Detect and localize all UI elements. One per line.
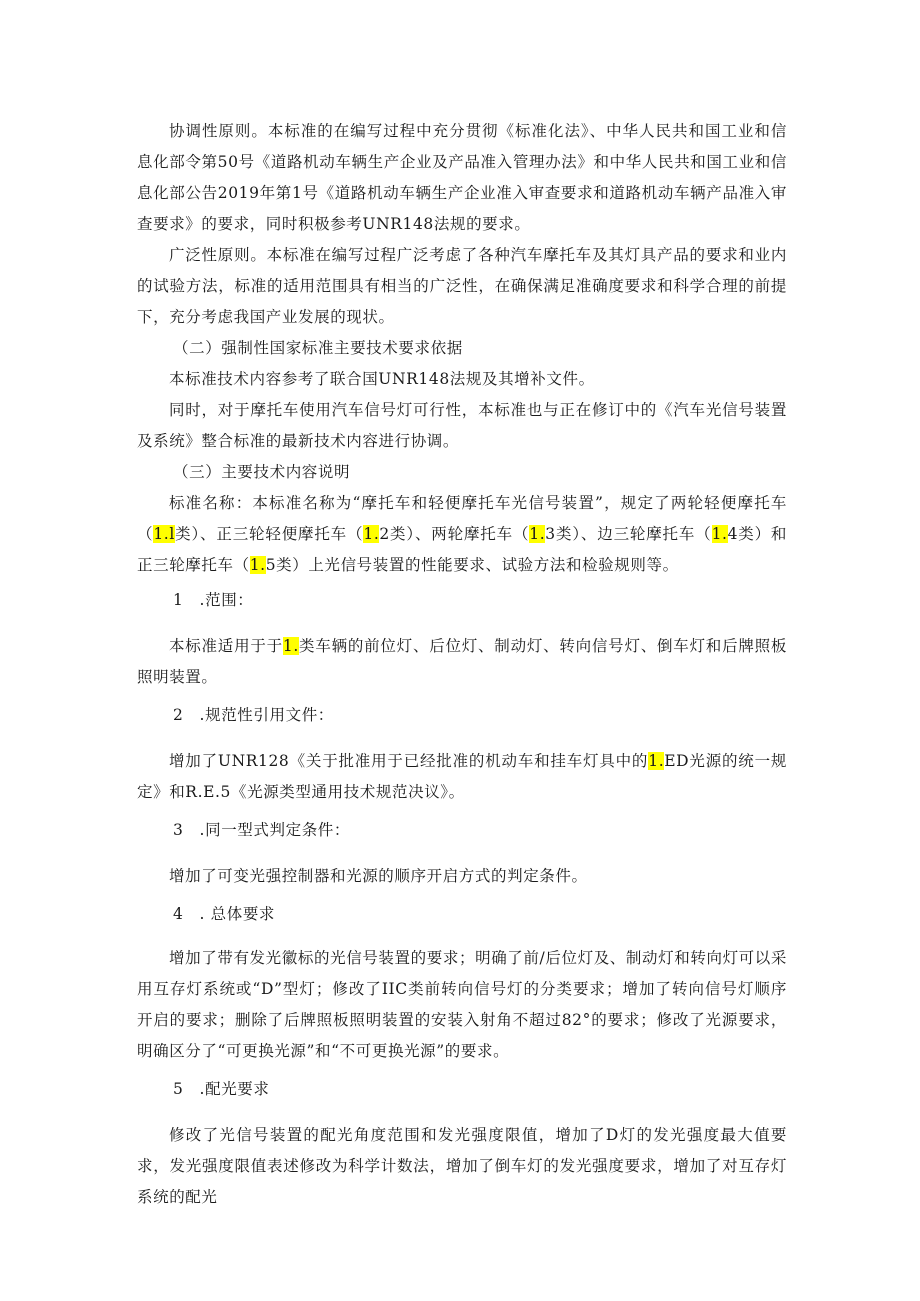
paragraph-breadth-principle: 广泛性原则。本标准在编写过程广泛考虑了各种汽车摩托车及其灯具产品的要求和业内的试验方法，标准的适用范围具有相当的广泛性，在确保满足准确度要求和科学合理的前提下，充分考虑我国产业发展的现状。 xyxy=(137,246,787,326)
text-segment: 本标准适用于于 xyxy=(169,637,283,655)
highlighted-text: 1. xyxy=(711,525,728,543)
text-segment: 2类）、两轮摩托车（ xyxy=(379,525,530,543)
highlighted-text: 1. xyxy=(249,556,266,574)
paragraph-reference-unr148: 本标准技术内容参考了联合国UNR148法规及其增补文件。 xyxy=(169,370,595,388)
paragraph-general-requirements: 增加了带有发光徽标的光信号装置的要求；明确了前/后位灯及、制动灯和转向灯可以采用互存灯系统或“D”型灯；修改了IIC类前转向信号灯的分类要求；增加了转向信号灯顺序开启的要求；删除了后牌照板照明装置的安装入射角不超过82°的要求；修改了光源要求，明确区分了“可更换光源”和“不可更换光源”的要求。 xyxy=(137,949,787,1060)
text-segment: 5类）上光信号装置的性能要求、试验方法和检验规则等。 xyxy=(265,556,679,574)
paragraph-coordination-with-auto-standard: 同时，对于摩托车使用汽车信号灯可行性，本标准也与正在修订中的《汽车光信号装置及系统》整合标准的最新技术内容进行协调。 xyxy=(137,401,787,450)
highlighted-text: 1.l xyxy=(153,525,175,543)
paragraph-standard-name xyxy=(137,488,787,581)
heading-main-content: （三）主要技术内容说明 xyxy=(173,463,351,481)
section-3-title: 3 .同一型式判定条件： xyxy=(173,821,350,839)
text-segment: 类）、正三轮轻便摩托车（ xyxy=(174,525,364,543)
text-segment: 4类）和正三轮摩托车（ xyxy=(137,525,788,574)
text-segment: 类车辆的前位灯、后位灯、制动灯、转向信号灯、倒车灯和后牌照板照明装置。 xyxy=(137,637,787,686)
section-2-title: 2 .规范性引用文件： xyxy=(173,706,334,724)
text-segment: 标准名称：本标准名称为“摩托车和轻便摩托车光信号装置”，规定了两轮轻便摩托车（ xyxy=(137,494,787,543)
section-5-title: 5 .配光要求 xyxy=(173,1080,270,1098)
section-1-title: 1 .范围： xyxy=(173,591,254,609)
text-segment: 3类）、边三轮摩托车（ xyxy=(545,525,712,543)
highlighted-text: 1. xyxy=(529,525,546,543)
text-segment: 增加了UNR128《关于批准用于已经批准的机动车和挂车灯具中的 xyxy=(169,752,649,770)
highlighted-text: 1. xyxy=(282,637,299,655)
paragraph-normative-references xyxy=(137,746,787,808)
paragraph-coordination-principle: 协调性原则。本标准的在编写过程中充分贯彻《标准化法》、中华人民共和国工业和信息化部令第50号《道路机动车辆生产企业及产品准入管理办法》和中华人民共和国工业和信息化部公告2019年第1号《道路机动车辆生产企业准入审查要求和道路机动车辆产品准入审查要求》的要求，同时积极参考UNR148法规的要求。 xyxy=(137,122,787,233)
paragraph-type-determination: 增加了可变光强控制器和光源的顺序开启方式的判定条件。 xyxy=(169,867,588,885)
paragraph-scope xyxy=(137,631,787,693)
highlighted-text: 1. xyxy=(363,525,380,543)
paragraph-light-distribution: 修改了光信号装置的配光角度范围和发光强度限值，增加了D灯的发光强度最大值要求，发光强度限值表述修改为科学计数法，增加了倒车灯的发光强度要求，增加了对互存灯系统的配光 xyxy=(137,1126,787,1206)
section-4-title: 4 . 总体要求 xyxy=(173,905,276,923)
heading-technical-basis: （二）强制性国家标准主要技术要求依据 xyxy=(173,339,463,357)
highlighted-text: 1. xyxy=(648,752,665,770)
text-segment: ED光源的统一规定》和R.E.5《光源类型通用技术规范决议》。 xyxy=(137,752,788,801)
